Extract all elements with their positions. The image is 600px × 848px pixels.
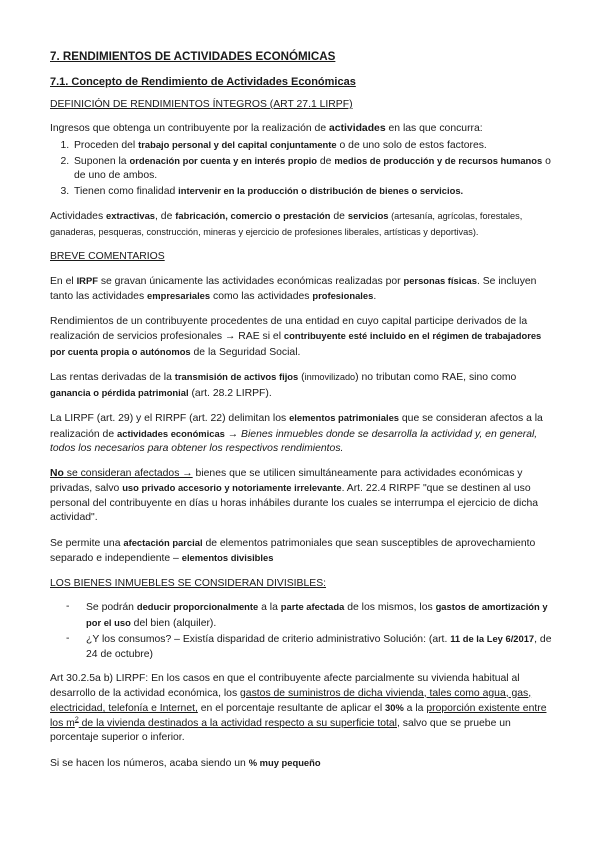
requisitos-list — [50, 138, 552, 199]
heading-bienes-inmuebles: LOS BIENES INMUEBLES SE CONSIDERAN DIVISIBLES: — [50, 577, 327, 589]
text: como las actividades — [210, 291, 313, 302]
bold-text: extractivas — [106, 210, 156, 221]
underlined-text: gastos de suministros de dicha vivienda, tales como agua, gas, electricidad, telefonía e Internet, — [50, 687, 532, 714]
superscript: 2 — [74, 716, 79, 724]
text: en las que concurra: — [385, 122, 483, 134]
bold-text: No — [50, 467, 64, 479]
text: Se permite una — [50, 537, 124, 549]
text: de los mismos, los — [344, 602, 436, 613]
list-item — [66, 600, 552, 631]
bold-text: actividades económicas — [117, 427, 225, 439]
list-item — [72, 138, 552, 154]
text: La LIRPF (art. 29) y el RIRPF (art. 22) delimitan los — [50, 413, 290, 424]
underlined-text: de la vivienda destinados a la actividad respecto a su superficie total — [78, 717, 397, 729]
text: a la — [258, 602, 281, 613]
bold-text: intervenir en la producción o distribución de bienes o servicios. — [178, 184, 464, 196]
text: Las rentas derivadas de la — [50, 372, 175, 383]
text: . Se incluyen tanto las actividades — [50, 275, 537, 302]
paragraph-rendimientos-entidad — [50, 315, 552, 361]
bold-text: ordenación por cuenta y en interés propio — [129, 154, 318, 166]
text: en el porcentaje resultante de aplicar el — [197, 703, 386, 714]
text: a la — [403, 703, 427, 714]
text: Suponen la — [74, 155, 130, 167]
bold-text: trabajo personal y del capital conjuntamente — [138, 139, 337, 150]
text: se gravan únicamente las actividades económicas realizadas por — [97, 275, 404, 287]
bold-text: fabricación, comercio o prestación — [175, 210, 331, 221]
paragraph-afectacion-parcial — [50, 536, 552, 567]
paragraph-art-30 — [50, 672, 552, 746]
text: de — [330, 211, 348, 222]
text: Si se hacen los números, acaba siendo un — [50, 757, 249, 769]
paragraph-actividades — [50, 209, 552, 240]
bold-text: IRPF — [76, 274, 98, 286]
small-text: (artesanía, agrícolas, forestales, ganaderas, pesqueras, construcción, mineras y ejercicio de profesiones liberales, artísticas y deportivas). — [50, 211, 523, 237]
section-subtitle: 7.1. Concepto de Rendimiento de Actividades Económicas — [50, 75, 356, 88]
bold-text: actividades — [329, 122, 386, 134]
text: ) no tributan como RAE, sino como — [355, 372, 517, 383]
bold-text: deducir proporcionalmente — [136, 601, 259, 612]
paragraph-elementos-patrimoniales — [50, 411, 552, 457]
text: bienes que se utilicen simultáneamente para actividades económicas y privadas, salvo — [50, 467, 523, 494]
bold-text: afectación parcial — [123, 536, 203, 548]
heading-breve: BREVE COMENTARIOS — [50, 251, 165, 262]
text: Tienen como finalidad — [74, 185, 179, 197]
text: , salvo que se pruebe un porcentaje superior o inferior. — [50, 717, 511, 743]
text: ¿Y los consumos? – Existía disparidad de criterio administrativo Solución: (art. — [86, 634, 451, 645]
text: del bien (alquiler). — [130, 617, 217, 629]
bold-text: contribuyente esté incluido en el régimen de trabajadores por cuenta propia o autónomos — [50, 330, 542, 357]
paragraph-activos-fijos — [50, 370, 552, 401]
bold-text: elementos patrimoniales — [289, 412, 399, 423]
bold-text: servicios — [347, 210, 389, 221]
small-text: inmovilizado — [304, 372, 356, 382]
text: Se podrán — [86, 602, 137, 613]
bold-text: medios de producción y de recursos humanos — [334, 154, 543, 166]
paragraph-ingresos — [50, 122, 552, 137]
list-item — [66, 632, 552, 662]
text: Rendimientos de un contribuyente procedentes de una entidad en cuyo capital participe derivados de la realización de servicios profesionales → RAE si el — [50, 315, 528, 342]
bold-text: ganancia o pérdida patrimonial — [50, 386, 189, 398]
text: o de uno solo de estos factores. — [336, 140, 487, 151]
bold-text: gastos de amortización y por el uso — [86, 601, 548, 628]
text: En el — [50, 275, 77, 287]
paragraph-conclusion — [50, 756, 552, 772]
list-item — [72, 154, 552, 184]
underlined-text: se consideran afectados → — [63, 467, 193, 479]
text: de la Seguridad Social. — [190, 346, 301, 358]
text: , de — [155, 211, 176, 222]
list-item — [72, 184, 552, 200]
text: Ingresos que obtenga un contribuyente por la realización de — [50, 122, 330, 134]
text: ( — [298, 372, 305, 383]
bold-text: personas físicas — [403, 274, 477, 286]
bold-text: empresariales — [147, 290, 211, 301]
text: Actividades — [50, 211, 107, 222]
text: . — [373, 291, 377, 302]
bold-text: transmisión de activos fijos — [174, 371, 299, 382]
underlined-text: proporción existente entre los m — [50, 703, 547, 729]
text: . Art. 22.4 RIRPF "que se destinen al uso personal del contribuyente en días u horas inhábiles durante los cuales se interrumpa el ejercicio de dicha actividad". — [50, 483, 539, 523]
text: o de uno de ambos. — [74, 155, 551, 181]
text: (art. 28.2 LIRPF). — [188, 387, 272, 399]
text: Proceden del — [74, 140, 139, 151]
bold-text: 30% — [385, 702, 404, 713]
bold-text: uso privado accesorio y notoriamente irrelevante — [122, 482, 342, 493]
bold-text: 11 de la Ley 6/2017 — [450, 633, 535, 644]
heading-definicion: DEFINICIÓN DE RENDIMIENTOS ÍNTEGROS (ART 27.1 LIRPF) — [50, 99, 353, 110]
paragraph-no-afectados — [50, 467, 552, 526]
text: Art 30.2.5a b) LIRPF: En los casos en que el contribuyente afecte parcialmente su vivienda habitual al desarrollo de la actividad económica, los — [50, 673, 520, 699]
italic-text: → Bienes inmuebles donde se desarrolla la actividad y, en general, todos los necesarios para obtener los respectivos rendimientos. — [50, 428, 538, 454]
page-title: 7. RENDIMIENTOS DE ACTIVIDADES ECONÓMICAS — [50, 50, 336, 63]
bienes-list — [50, 600, 552, 662]
bold-text: elementos divisibles — [181, 552, 274, 563]
paragraph-irpf — [50, 274, 552, 305]
bold-text: profesionales — [312, 290, 374, 301]
text: de — [317, 155, 335, 167]
text: , de 24 de octubre) — [86, 634, 552, 660]
bold-text: parte afectada — [280, 601, 345, 612]
bold-text: % muy pequeño — [248, 756, 321, 768]
text: que se consideran afectos a la realización de — [50, 413, 543, 440]
text: de elementos patrimoniales que sean susceptibles de aprovechamiento separado e independiente – — [50, 537, 536, 564]
